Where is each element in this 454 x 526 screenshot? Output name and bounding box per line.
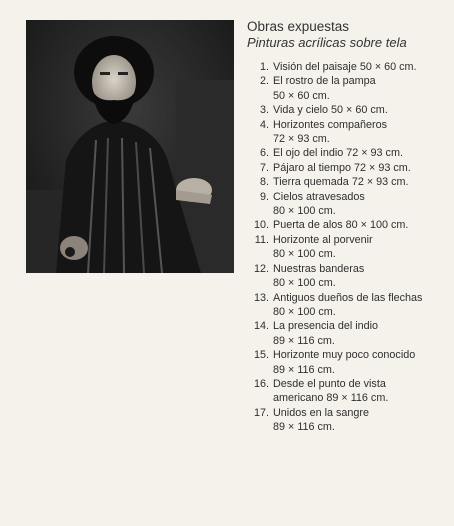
work-item: [247, 74, 452, 103]
work-dimensions: 50 × 60 cm.: [273, 89, 330, 102]
work-title: El ojo del indio 72 × 93 cm.: [273, 147, 403, 160]
work-number: 16.: [253, 377, 269, 390]
work-title: El rostro de la pampa: [273, 75, 376, 88]
work-title: Unidos en la sangre: [273, 406, 370, 419]
work-item: [247, 406, 452, 435]
work-dimensions: 89 × 116 cm.: [273, 334, 335, 347]
work-title: Horizonte al porvenir: [273, 233, 373, 246]
exhibited-works: [247, 19, 452, 435]
work-item: [247, 103, 452, 117]
work-title: Puerta de alos 80 × 100 cm.: [273, 219, 409, 232]
work-title: Horizonte muy poco conocido: [273, 349, 416, 362]
work-title: Cielos atravesados: [273, 190, 365, 203]
work-title: Pájaro al tiempo 72 × 93 cm.: [273, 161, 411, 174]
work-title: Nuestras banderas: [273, 262, 365, 275]
work-item: [247, 60, 452, 74]
work-dimensions: 80 × 100 cm.: [273, 205, 336, 218]
work-number: 17.: [253, 406, 269, 419]
work-dimensions: 80 × 100 cm.: [273, 248, 336, 261]
work-item: [247, 146, 452, 160]
work-number: 1.: [259, 61, 269, 73]
catalog-heading: Obras expuestas: [247, 19, 350, 34]
work-dimensions: 89 × 116 cm.: [273, 363, 335, 376]
work-dimensions: 80 × 100 cm.: [273, 305, 336, 318]
work-number: 9.: [259, 190, 269, 203]
catalog-subheading: Pinturas acrílicas sobre tela: [247, 35, 407, 50]
work-item: [247, 377, 452, 406]
work-item: [247, 190, 452, 219]
work-number: 7.: [259, 161, 269, 174]
work-item: [247, 319, 452, 348]
work-number: 11.: [254, 233, 269, 246]
work-title: Vida y cielo 50 × 60 cm.: [273, 104, 388, 117]
work-item: [247, 291, 452, 320]
work-number: 15.: [253, 349, 269, 362]
work-item: [247, 218, 452, 232]
work-item: [247, 161, 452, 175]
work-dimensions: 89 × 116 cm.: [273, 421, 335, 434]
work-number: 14.: [253, 320, 269, 333]
work-number: 3.: [259, 104, 269, 117]
work-number: 8.: [259, 176, 269, 189]
work-number: 10.: [253, 219, 269, 232]
work-number: 13.: [253, 291, 269, 304]
work-item: [247, 262, 452, 291]
artist-portrait-photo: [26, 20, 234, 273]
work-number: 6.: [259, 147, 269, 160]
work-item: [247, 175, 452, 189]
work-number: 12.: [253, 262, 269, 275]
work-dimensions: americano 89 × 116 cm.: [273, 392, 389, 405]
work-number: 2.: [259, 75, 269, 88]
work-dimensions: 72 × 93 cm.: [273, 133, 330, 146]
work-item: [247, 348, 452, 377]
work-title: Antiguos dueños de las flechas: [273, 291, 423, 304]
work-title: Desde el punto de vista: [273, 377, 386, 390]
work-title: Horizontes compañeros: [273, 118, 388, 131]
work-title: La presencia del indio: [273, 320, 379, 333]
works-list: [247, 60, 452, 435]
work-item: [247, 233, 452, 262]
work-title: Visión del paisaje 50 × 60 cm.: [273, 61, 417, 73]
work-title: Tierra quemada 72 × 93 cm.: [273, 176, 409, 189]
work-item: [247, 118, 452, 147]
work-number: 4.: [259, 118, 269, 131]
work-dimensions: 80 × 100 cm.: [273, 277, 336, 290]
